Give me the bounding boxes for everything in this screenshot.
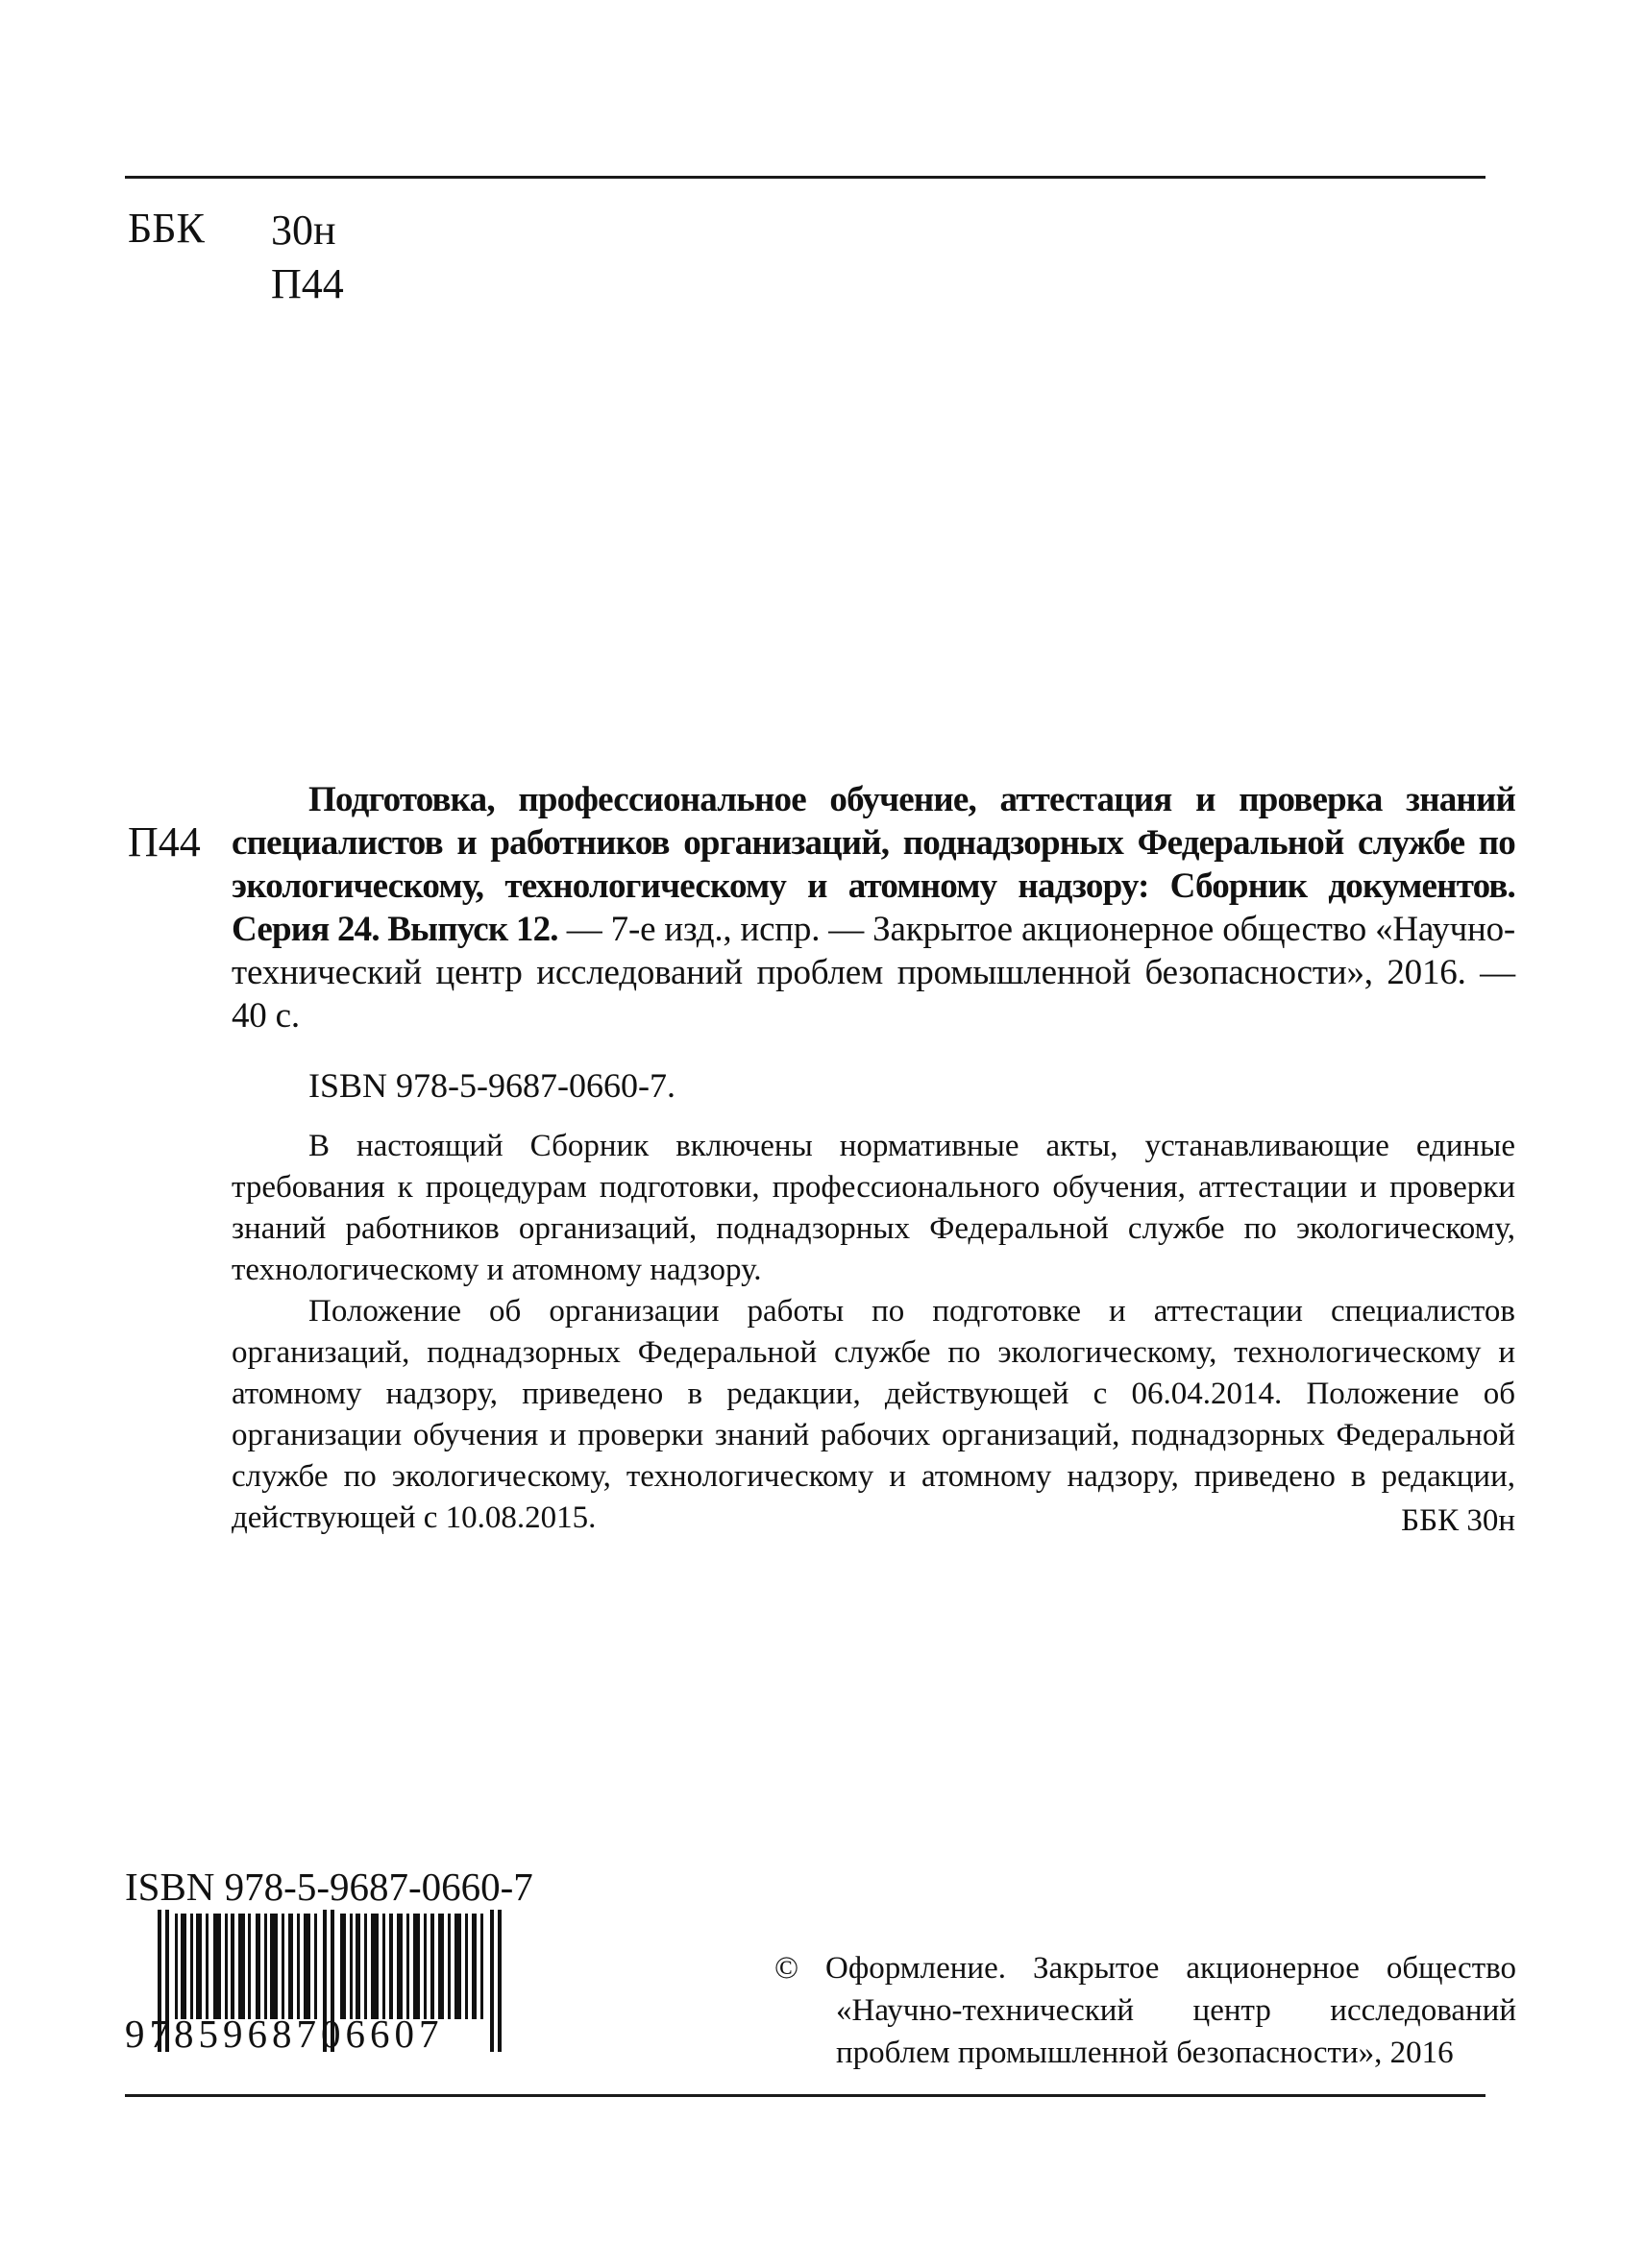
- bbk-code: 30н: [271, 207, 336, 254]
- entry-title: Подготовка, профессиональное обучение, аттестация и проверка знаний специалистов и работников организаций, поднадзорных Федеральной службе по экологическому, технологическому и атомному надзору: Сборник документов. Серия 24. Выпуск 12.: [232, 780, 1515, 949]
- copyright-line-3: проблем промышленной безопасности», 2016: [836, 2036, 1454, 2070]
- top-rule: [125, 176, 1485, 179]
- annotation-paragraph-1: В настоящий Сборник включены нормативные акты, устанавливающие единые требования к процедурам подготовки, профессионального обучения, аттестации и проверки знаний работников организаций, поднадзорных Федеральной службе по экологическому, технологическому и атомному надзору.: [232, 1129, 1515, 1287]
- annotation: [232, 1126, 1515, 1539]
- bbk-author-sign: П44: [271, 260, 344, 307]
- bbk-label: ББК: [128, 205, 205, 252]
- barcode-isbn-text: ISBN 978-5-9687-0660-7: [125, 1865, 533, 1909]
- entry-author-sign: П44: [128, 818, 201, 866]
- bbk-codes: [271, 204, 344, 311]
- bottom-rule: [125, 2094, 1485, 2097]
- barcode-digits: 9785968706607: [125, 2012, 444, 2056]
- bibliographic-entry: [232, 778, 1515, 1037]
- entry-isbn: ISBN 978-5-9687-0660-7.: [308, 1066, 675, 1105]
- copyright-block: [774, 1947, 1516, 2074]
- entry-imprint: — 7-е изд., испр. — Закрытое акционерное общество «Научно-технический центр исследований проблем промышленной безопасности», 2016. — 40 с.: [232, 910, 1516, 1036]
- copyright-line-2: «Научно-технический центр исследований: [836, 1993, 1516, 2028]
- copyright-line-1: © Оформление. Закрытое акционерное общество: [774, 1951, 1516, 1986]
- bbk-bottom: ББК 30н: [1401, 1503, 1515, 1538]
- annotation-paragraph-2: Положение об организации работы по подготовке и аттестации специалистов организаций, поднадзорных Федеральной службе по экологическому, технологическому и атомному надзору, приведено в редакции, действующей с 06.04.2014. Положение об организации обучения и проверки знаний рабочих организаций, поднадзорных Федеральной службе по экологическому, технологическому и атомному надзору, приведено в редакции, действующей с 10.08.2015.: [232, 1294, 1515, 1535]
